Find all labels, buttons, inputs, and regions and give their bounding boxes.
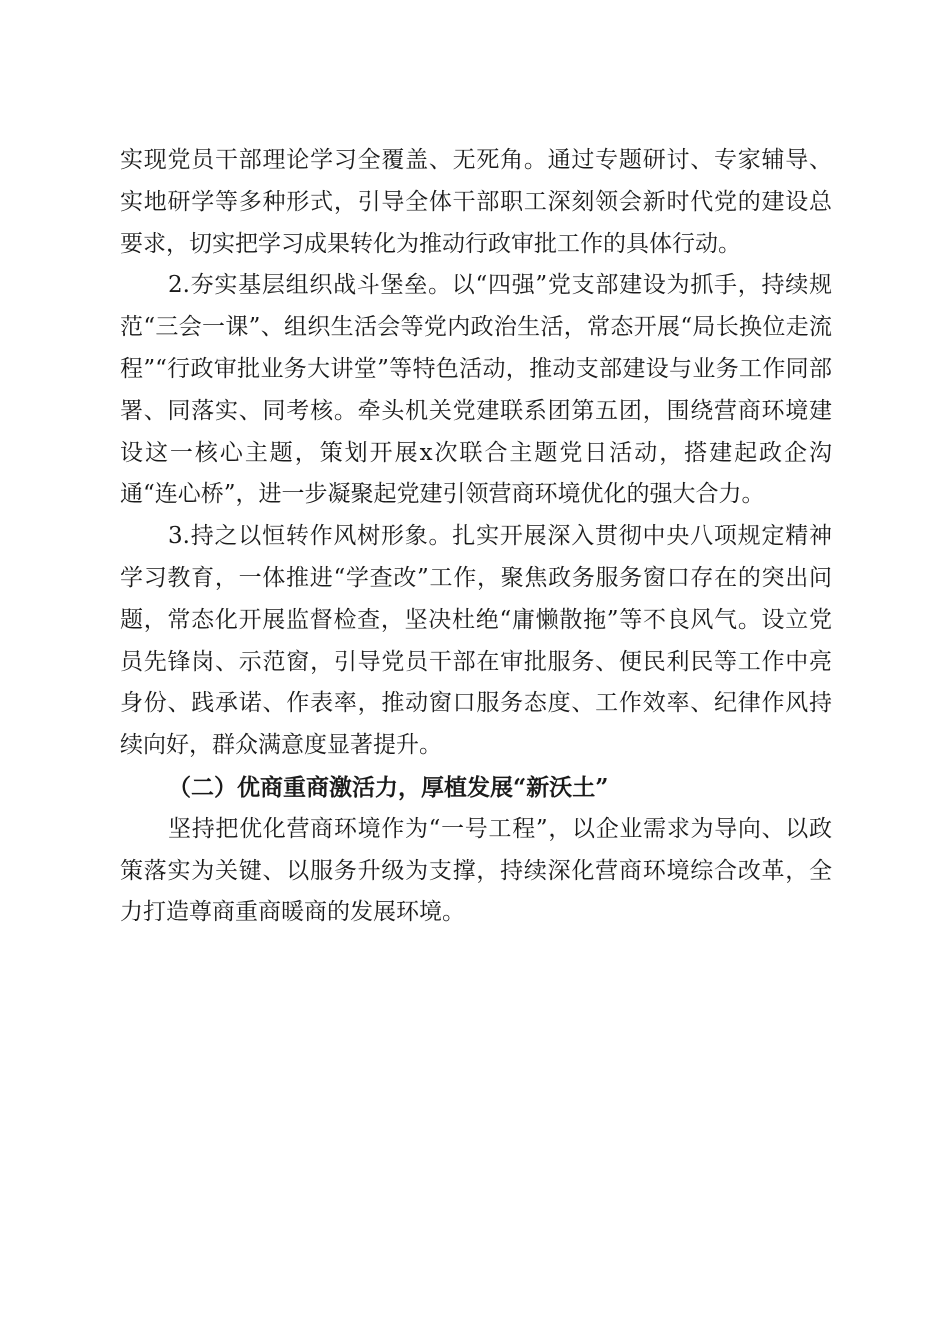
section-heading: （二）优商重商激活力，厚植发展“新沃土”	[168, 773, 609, 801]
document-page	[120, 140, 832, 934]
paragraph-continuation: 实现党员干部理论学习全覆盖、无死角。通过专题研讨、专家辅导、实地研学等多种形式，引导全体干部职工深刻领会新时代党的建设总要求，切实把学习成果转化为推动行政审批工作的具体行动。	[120, 147, 832, 257]
paragraph-item-2: 2.夯实基层组织战斗堡垒。以“四强”党支部建设为抓手，持续规范“三会一课”、组织生活会等党内政治生活，常态开展“局长换位走流程”“行政审批业务大讲堂”等特色活动，推动支部建设与业务工作同部署、同落实、同考核。牵头机关党建联系团第五团，围绕营商环境建设这一核心主题，策划开展x次联合主题党日活动，搭建起政企沟通“连心桥”，进一步凝聚起党建引领营商环境优化的强大合力。	[120, 272, 832, 508]
paragraph-item-3: 3.持之以恒转作风树形象。扎实开展深入贯彻中央八项规定精神学习教育，一体推进“学查改”工作，聚焦政务服务窗口存在的突出问题，常态化开展监督检查，坚决杜绝“庸懒散拖”等不良风气。设立党员先锋岗、示范窗，引导党员干部在审批服务、便民利民等工作中亮身份、践承诺、作表率，推动窗口服务态度、工作效率、纪律作风持续向好，群众满意度显著提升。	[120, 523, 832, 759]
paragraph-section-intro: 坚持把优化营商环境作为“一号工程”，以企业需求为导向、以政策落实为关键、以服务升级为支撑，持续深化营商环境综合改革，全力打造尊商重商暖商的发展环境。	[120, 815, 832, 926]
